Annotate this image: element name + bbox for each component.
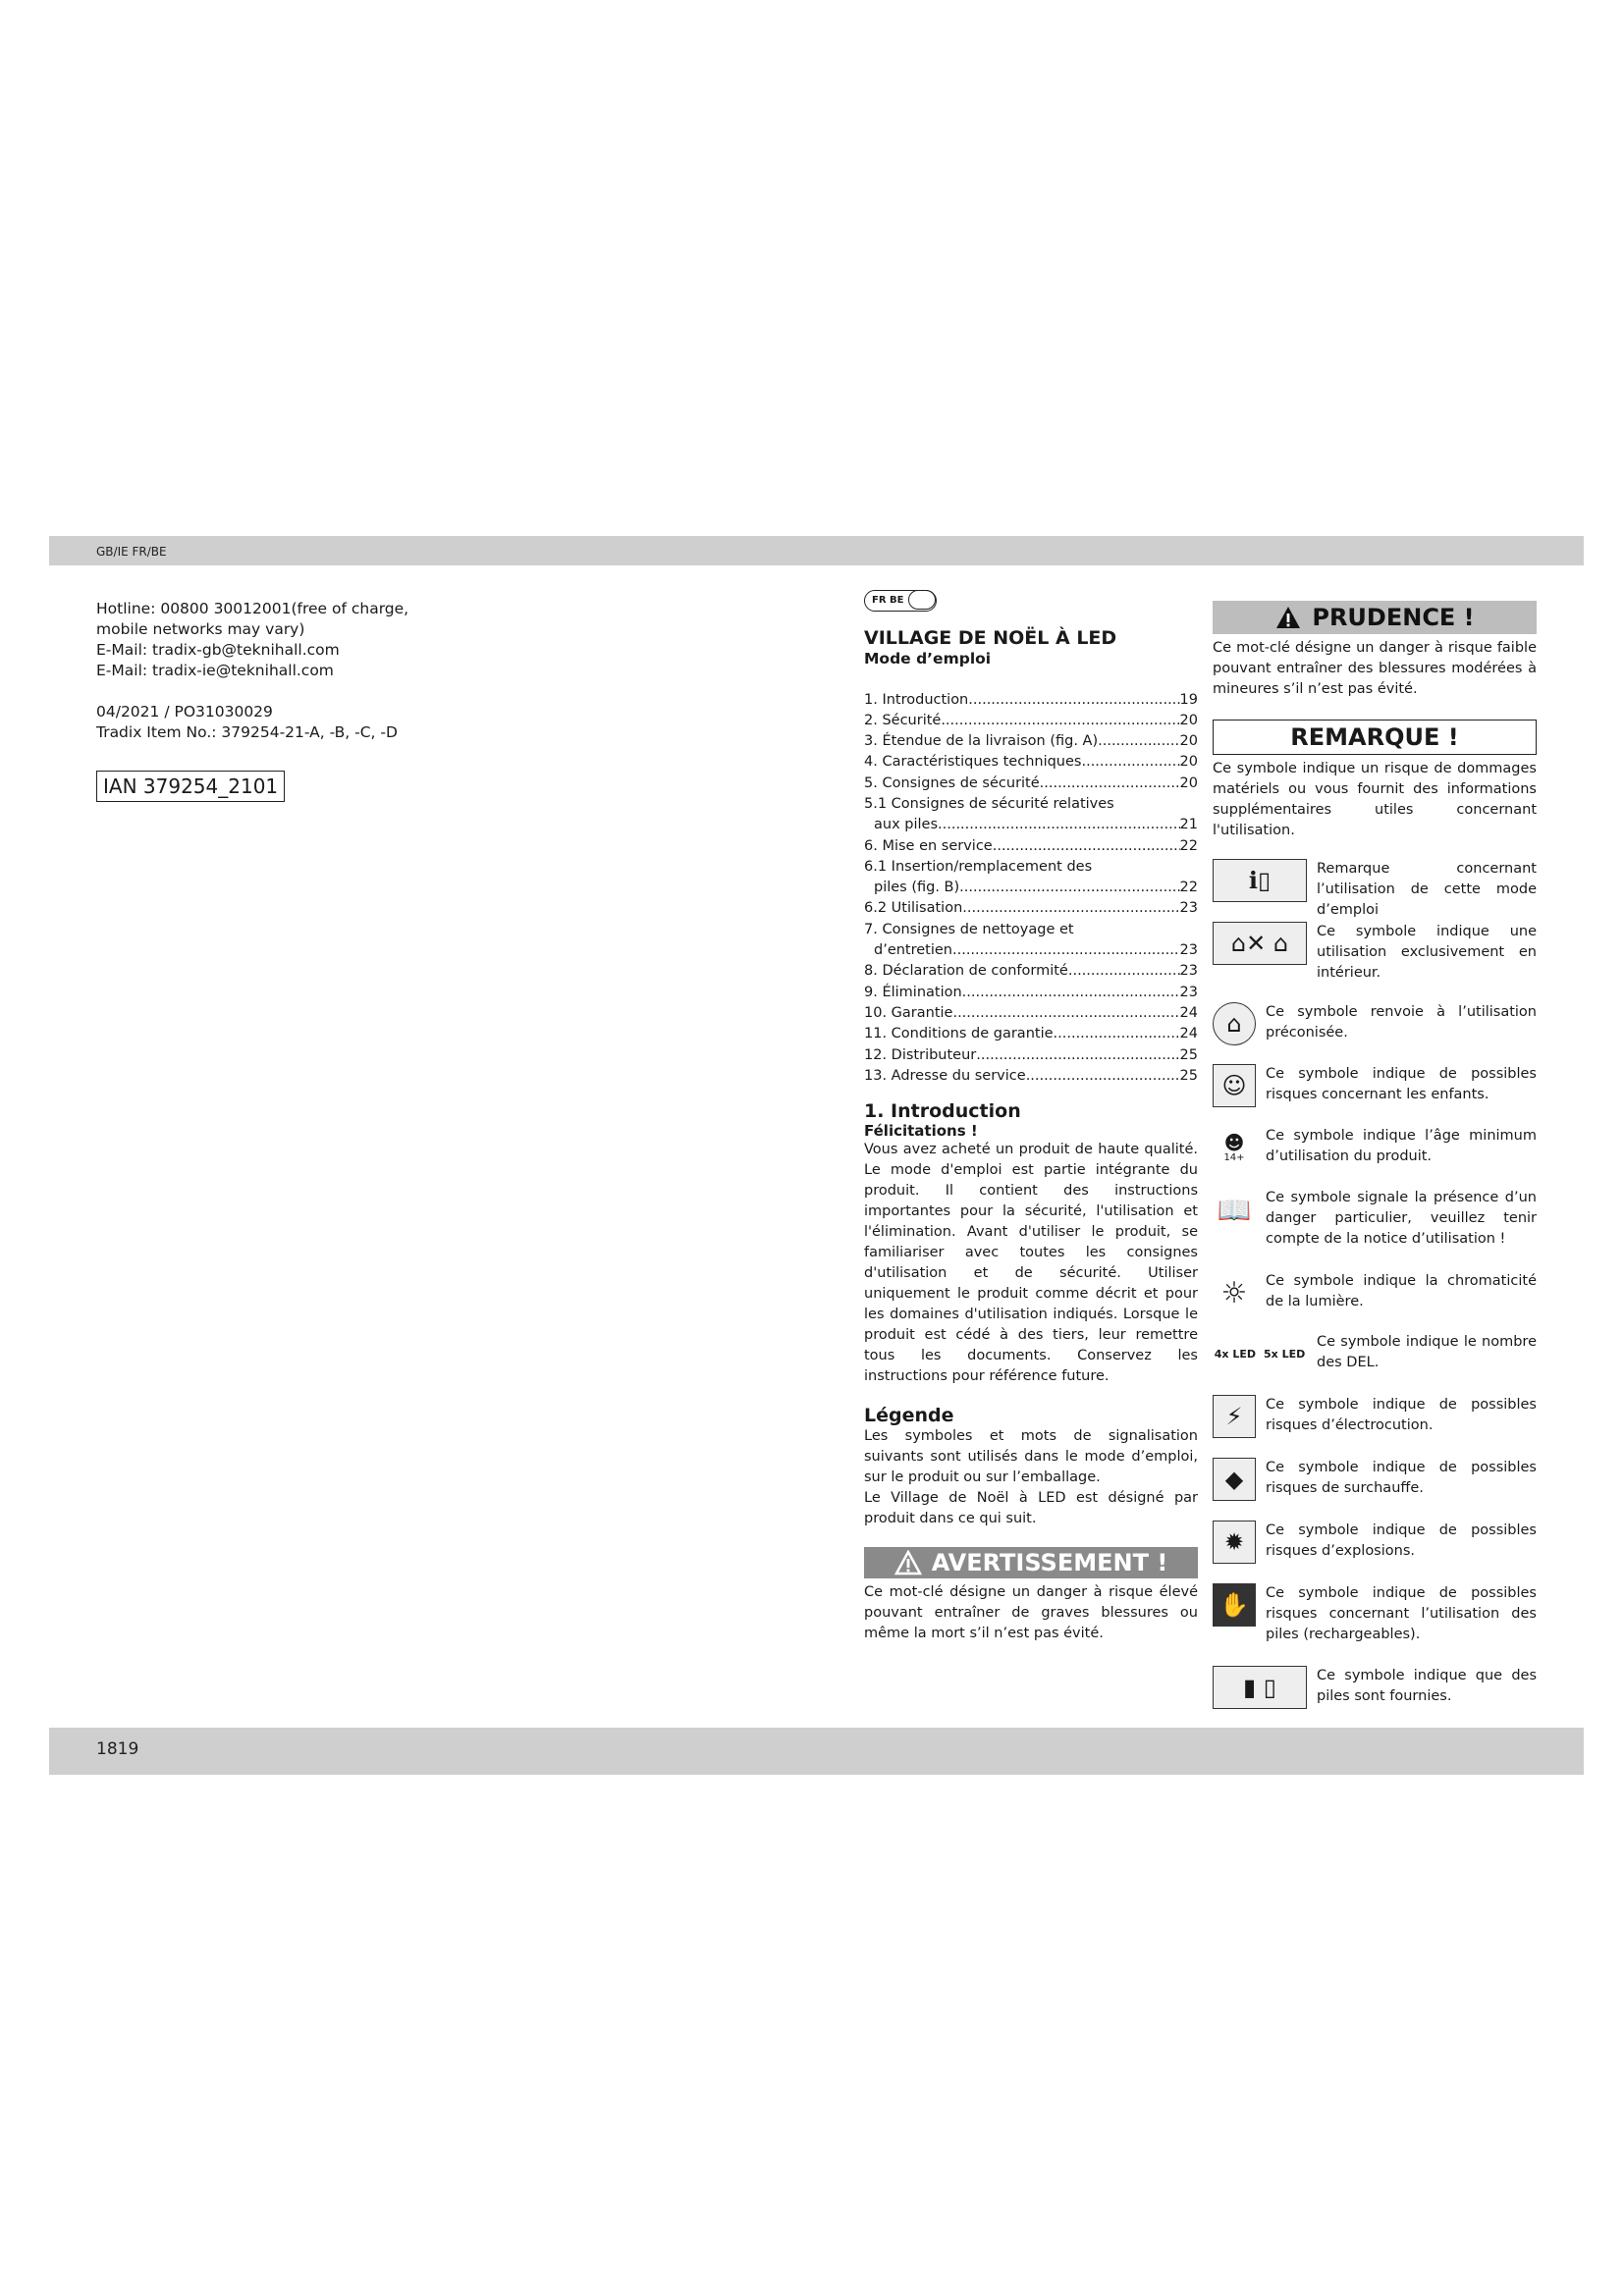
remarque-banner [1213,720,1537,755]
symbol-row: ✋ Ce symbole indique de possibles risques concernant l’utilisation des piles (rechargeables). [1213,1583,1537,1645]
header-band [49,536,1584,565]
warning-triangle-icon [894,1550,922,1575]
symbol-row: 4x LED 5x LED Ce symbole indique le nombre des DEL. [1213,1332,1537,1375]
toc-item: 11. Conditions de garantie ..... 24 [864,1024,1198,1044]
warning-label: AVERTISSEMENT ! [931,1548,1168,1576]
toc-item: 2. Sécurité ..... 20 [864,711,1198,731]
email-gb: E-Mail: tradix-gb@teknihall.com [96,641,340,659]
child-risk-icon: ☺ [1213,1064,1256,1107]
intro-paragraph: Vous avez acheté un produit de haute qualité. Le mode d'emploi est partie intégrante du produit. Il contient des instructions importantes pour la sécurité, l'utilisation et l'élimination. Avant d'utiliser le produit, se familiariser avec toutes les consignes d'utilisation et de sécurité. Utiliser uniquement le produit comme décrit et pour les domaines d'utilisation indiqués. Lorsque le produit est cédé à des tiers, leur remettre tous les documents. Conservez les instructions pour référence future. [864,1142,1198,1385]
symbol-row: ℹ▯ Remarque concernant l’utilisation de cette mode d’emploi [1213,859,1537,921]
symbol-row: ☺ Ce symbole indique de possibles risques concernant les enfants. [1213,1064,1537,1107]
warning-banner [864,1547,1198,1578]
symbol-row: 📖 Ce symbole signale la présence d’un danger particulier, veuillez tenir compte de la notice d’utilisation ! [1213,1188,1537,1250]
toc-item: 1. Introduction ..... 19 [864,690,1198,711]
recommended-use-icon: ⌂ [1213,1002,1256,1045]
battery-hand-icon: ✋ [1213,1583,1256,1627]
table-of-contents [864,690,1198,1088]
symbol-row: ▮ ▯ Ce symbole indique que des piles sont fournies. [1213,1666,1537,1709]
warning-text: Ce mot-clé désigne un danger à risque élevé pouvant entraîner de graves blessures ou même la mort s’il n’est pas évité. [864,1584,1198,1642]
email-ie: E-Mail: tradix-ie@teknihall.com [96,662,334,679]
read-manual-icon: 📖 [1217,1193,1252,1226]
doc-title: VILLAGE DE NOËL À LED [864,626,1117,649]
sun-chromaticity-icon: ☼ [1220,1275,1248,1310]
prudence-banner [1213,601,1537,634]
intro-heading: 1. Introduction [864,1100,1021,1123]
toc-item: 12. Distributeur ..... 25 [864,1045,1198,1066]
toc-item: 4. Caractéristiques techniques ..... 20 [864,752,1198,773]
language-badge: FR BE [864,590,937,612]
caution-triangle-icon [1274,605,1302,630]
age-14-icon: ☻ 14+ [1223,1131,1245,1163]
toc-item: d’entretien ..... 23 [864,940,1198,961]
footer-band [49,1728,1584,1775]
toc-item: piles (fig. B) ..... 22 [864,878,1198,898]
info-manual-icon: ℹ▯ [1213,859,1307,902]
ian-box: IAN 379254_2101 [96,771,285,802]
toc-item: 7. Consignes de nettoyage et [864,921,1074,937]
overheat-icon: ◆ [1213,1458,1256,1501]
legend-paragraph-2: Le Village de Noël à LED est désigné par produit dans ce qui suit. [864,1490,1198,1527]
manual-column-right [1213,601,1537,1704]
symbol-row: ☼ Ce symbole indique la chromaticité de la lumière. [1213,1271,1537,1314]
toc-item: aux piles ..... 21 [864,815,1198,835]
prudence-text: Ce mot-clé désigne un danger à risque faible pouvant entraîner des blessures modérées à mineures s’il n’est pas évité. [1213,640,1537,697]
legend-paragraph-1: Les symboles et mots de signalisation suivants sont utilisés dans le mode d’emploi, sur le produit ou sur l’emballage. [864,1428,1198,1486]
explosion-icon: ✹ [1213,1521,1256,1564]
page-numbers: 1819 [96,1739,139,1759]
toc-item: 10. Garantie ..... 24 [864,1003,1198,1024]
electric-shock-icon: ⚡ [1213,1395,1256,1438]
symbol-row: ⚡ Ce symbole indique de possibles risques d’électrocution. [1213,1395,1537,1438]
manual-column-middle [864,589,1198,1644]
toc-item: 13. Adresse du service ..... 25 [864,1066,1198,1087]
doc-subtitle: Mode d’emploi [864,649,992,667]
toc-item: 6.2 Utilisation ..... 23 [864,898,1198,919]
toc-item: 3. Étendue de la livraison (fig. A) ..... 20 [864,731,1198,752]
toc-item: 8. Déclaration de conformité ..... 23 [864,961,1198,982]
indoor-use-icon: ⌂✕ ⌂ [1213,922,1307,965]
toc-item: 9. Élimination ..... 23 [864,983,1198,1003]
symbol-row: ⌂ Ce symbole renvoie à l’utilisation préconisée. [1213,1002,1537,1045]
language-codes: GB/IE FR/BE [96,545,167,559]
symbol-row: ⌂✕ ⌂ Ce symbole indique une utilisation exclusivement en intérieur. [1213,922,1537,984]
prudence-label: PRUDENCE ! [1312,603,1475,631]
symbol-row: ◆ Ce symbole indique de possibles risques de surchauffe. [1213,1458,1537,1501]
remarque-text: Ce symbole indique un risque de dommages matériels ou vous fournit des informations supplémentaires utiles concernant l'utilisation. [1213,761,1537,838]
batteries-included-icon: ▮ ▯ [1213,1666,1307,1709]
item-number: Tradix Item No.: 379254-21-A, -B, -C, -D [96,723,398,741]
toc-item: 5. Consignes de sécurité ..... 20 [864,774,1198,794]
toc-item: 6. Mise en service ..... 22 [864,836,1198,857]
symbol-row: ☻ 14+ Ce symbole indique l’âge minimum d’utilisation du produit. [1213,1126,1537,1169]
hotline-line-1: Hotline: 00800 30012001(free of charge, [96,600,409,617]
intro-subheading: Félicitations ! [864,1122,978,1141]
date-po: 04/2021 / PO31030029 [96,703,273,721]
symbol-row: ✹ Ce symbole indique de possibles risques d’explosions. [1213,1521,1537,1564]
hotline-line-2: mobile networks may vary) [96,620,305,638]
led-count-icon: 4x LED 5x LED [1214,1347,1306,1361]
legend-heading: Légende [864,1405,954,1427]
toc-item: 6.1 Insertion/remplacement des [864,858,1093,875]
contact-block [96,599,450,743]
toc-item: 5.1 Consignes de sécurité relatives [864,795,1114,812]
remarque-label: REMARQUE ! [1290,722,1459,751]
symbol-list [1213,841,1537,1666]
